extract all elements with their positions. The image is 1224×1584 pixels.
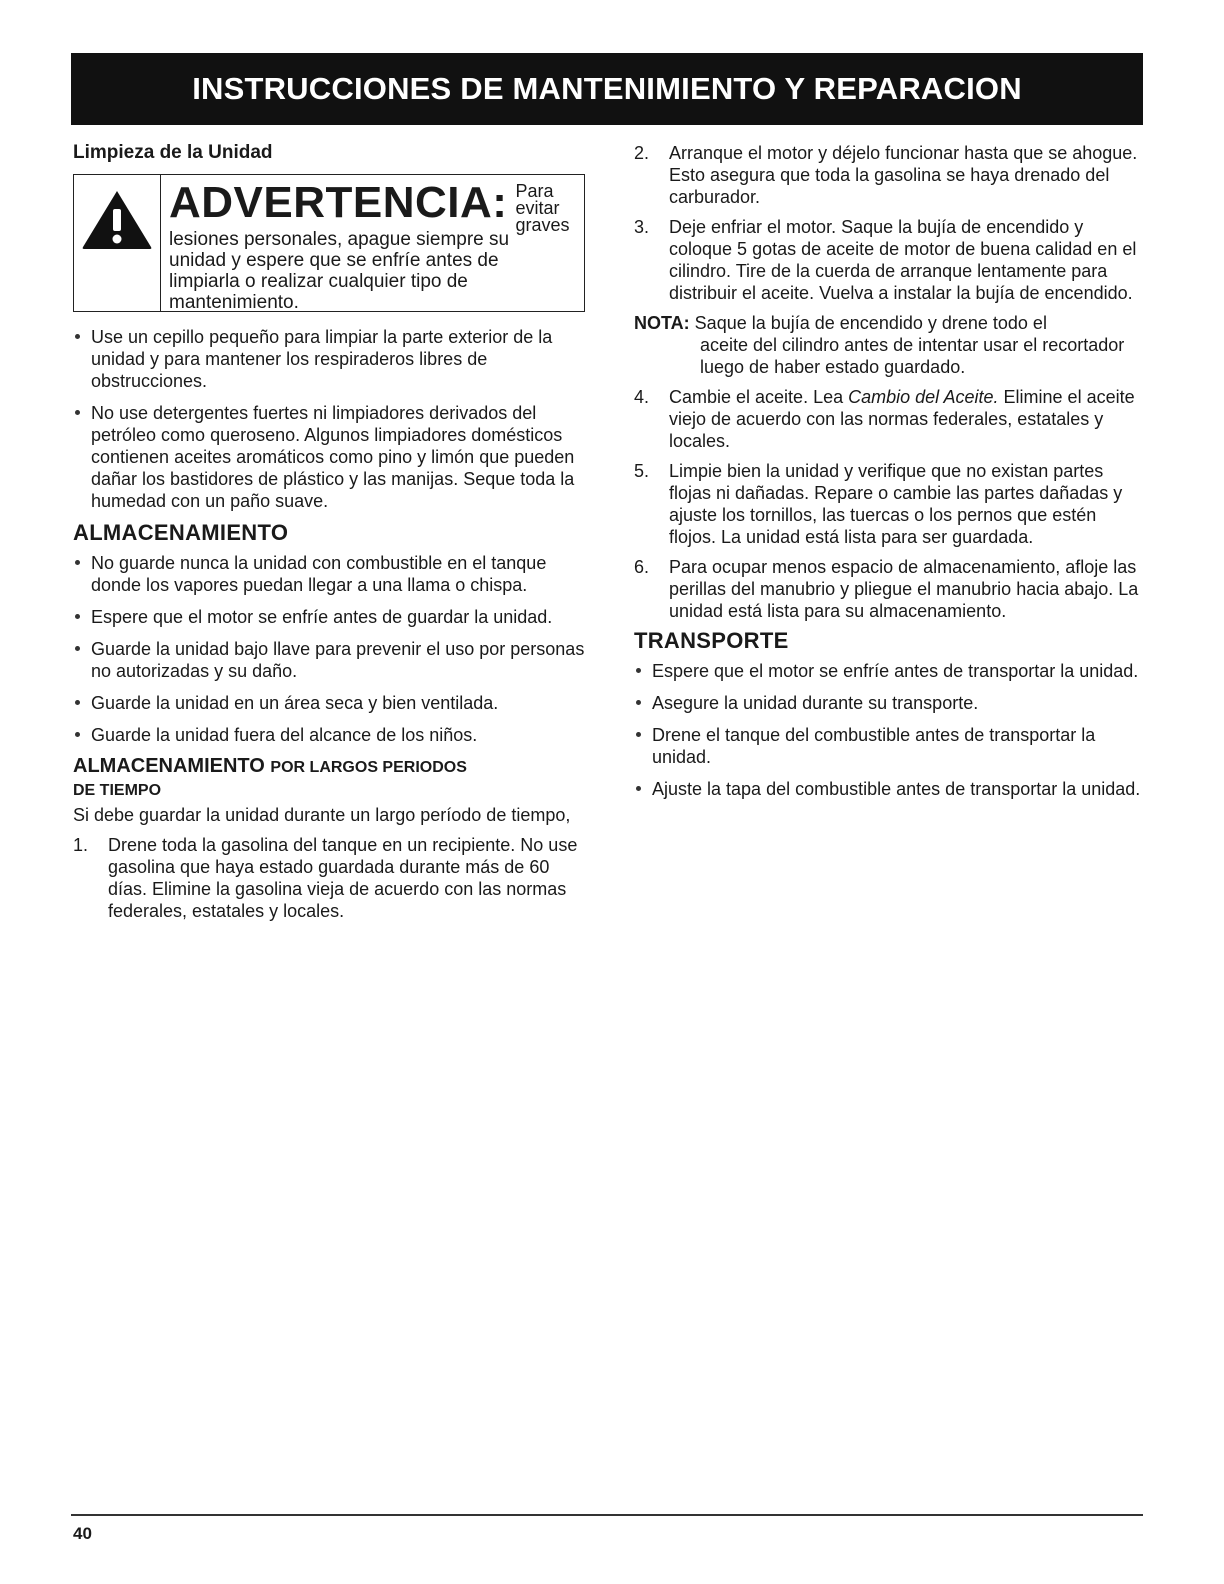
cleaning-title: Limpieza de la Unidad <box>73 142 273 163</box>
long-storage-heading-line2: DE TIEMPO <box>73 782 162 799</box>
cross-reference: Cambio del Aceite. <box>848 387 999 407</box>
transport-heading: TRANSPORTE <box>634 628 789 653</box>
list-item: Use un cepillo pequeño para limpiar la parte exterior de la unidad y para mantener los respiraderos libres de obstrucciones. <box>73 326 585 392</box>
list-item: Drene el tanque del combustible antes de transportar la unidad. <box>634 724 1144 768</box>
long-storage-heading: ALMACENAMIENTO POR LARGOS PERIODOS <box>73 755 467 777</box>
transport-list <box>634 660 1144 800</box>
list-item: Asegure la unidad durante su transporte. <box>634 692 1144 714</box>
list-item: Espere que el motor se enfríe antes de guardar la unidad. <box>73 606 585 628</box>
long-storage-steps-right <box>634 142 1144 304</box>
warning-side-text: Para evitar graves <box>515 181 570 235</box>
long-storage-steps-right-2 <box>634 386 1144 622</box>
warning-box <box>73 174 585 312</box>
section-banner <box>71 53 1143 125</box>
note-label: NOTA: <box>634 313 690 333</box>
list-item: Guarde la unidad fuera del alcance de los niños. <box>73 724 585 746</box>
right-column <box>634 142 1144 810</box>
list-item: Ajuste la tapa del combustible antes de transportar la unidad. <box>634 778 1144 800</box>
warning-word: ADVERTENCIA: <box>169 178 508 227</box>
left-column <box>73 142 585 930</box>
list-item: Guarde la unidad en un área seca y bien ventilada. <box>73 692 585 714</box>
long-storage-steps-left <box>73 834 585 922</box>
step-item: 5. Limpie bien la unidad y verifique que no existan partes flojas ni dañadas. Repare o cambie las partes dañadas y ajuste los tornillos, las tuercas o los pernos que estén flojos. La unidad está lista para ser guardada. <box>634 461 1123 547</box>
page-title: INSTRUCCIONES DE MANTENIMIENTO Y REPARACION <box>192 71 1022 106</box>
step-item: 2. Arranque el motor y déjelo funcionar hasta que se ahogue. Esto asegura que toda la gasolina se haya drenado del carburador. <box>634 143 1138 207</box>
step-item: 4. Cambie el aceite. Lea Cambio del Aceite. Elimine el aceite viejo de acuerdo con las normas federales, estatales y locales. <box>634 387 1135 451</box>
list-item: No guarde nunca la unidad con combustible en el tanque donde los vapores puedan llegar a una llama o chispa. <box>73 552 585 596</box>
list-item: No use detergentes fuertes ni limpiadores derivados del petróleo como queroseno. Algunos limpiadores domésticos contienen aceites aromáticos como pino y limón que pueden dañar los bastidores de plástico y las manijas. Seque toda la humedad con un paño suave. <box>73 402 585 512</box>
step-item: 6. Para ocupar menos espacio de almacenamiento, afloje las perillas del manubrio y pliegue el manubrio hacia abajo. La unidad está lista para su almacenamiento. <box>634 557 1139 621</box>
list-item: Guarde la unidad bajo llave para prevenir el uso por personas no autorizadas y su daño. <box>73 638 585 682</box>
warning-body: lesiones personales, apague siempre su unidad y espere que se enfríe antes de limpiarla o realizar cualquier tipo de mantenimiento. <box>169 229 510 313</box>
page-number: 40 <box>73 1524 92 1543</box>
storage-heading: ALMACENAMIENTO <box>73 520 289 545</box>
step-item: 3. Deje enfriar el motor. Saque la bujía de encendido y coloque 5 gotas de aceite de motor de buena calidad en el cilindro. Tire de la cuerda de arranque lentamente para distribuir el aceite. Vuelva a instalar la bujía de encendido. <box>634 217 1137 303</box>
step-item: 1. Drene toda la gasolina del tanque en un recipiente. No use gasolina que haya estado guardada durante más de 60 días. Elimine la gasolina vieja de acuerdo con las normas federales, estatales y locales. <box>73 835 578 921</box>
long-storage-intro: Si debe guardar la unidad durante un largo período de tiempo, <box>73 805 571 825</box>
list-item: Espere que el motor se enfríe antes de transportar la unidad. <box>634 660 1144 682</box>
cleaning-list <box>73 326 585 512</box>
storage-list <box>73 552 585 746</box>
warning-triangle-icon <box>80 187 154 251</box>
note: NOTA: Saque la bujía de encendido y drene todo el aceite del cilindro antes de intentar usar el recortador luego de haber estado guardado. <box>634 313 1125 377</box>
footer-rule <box>71 1514 1143 1516</box>
